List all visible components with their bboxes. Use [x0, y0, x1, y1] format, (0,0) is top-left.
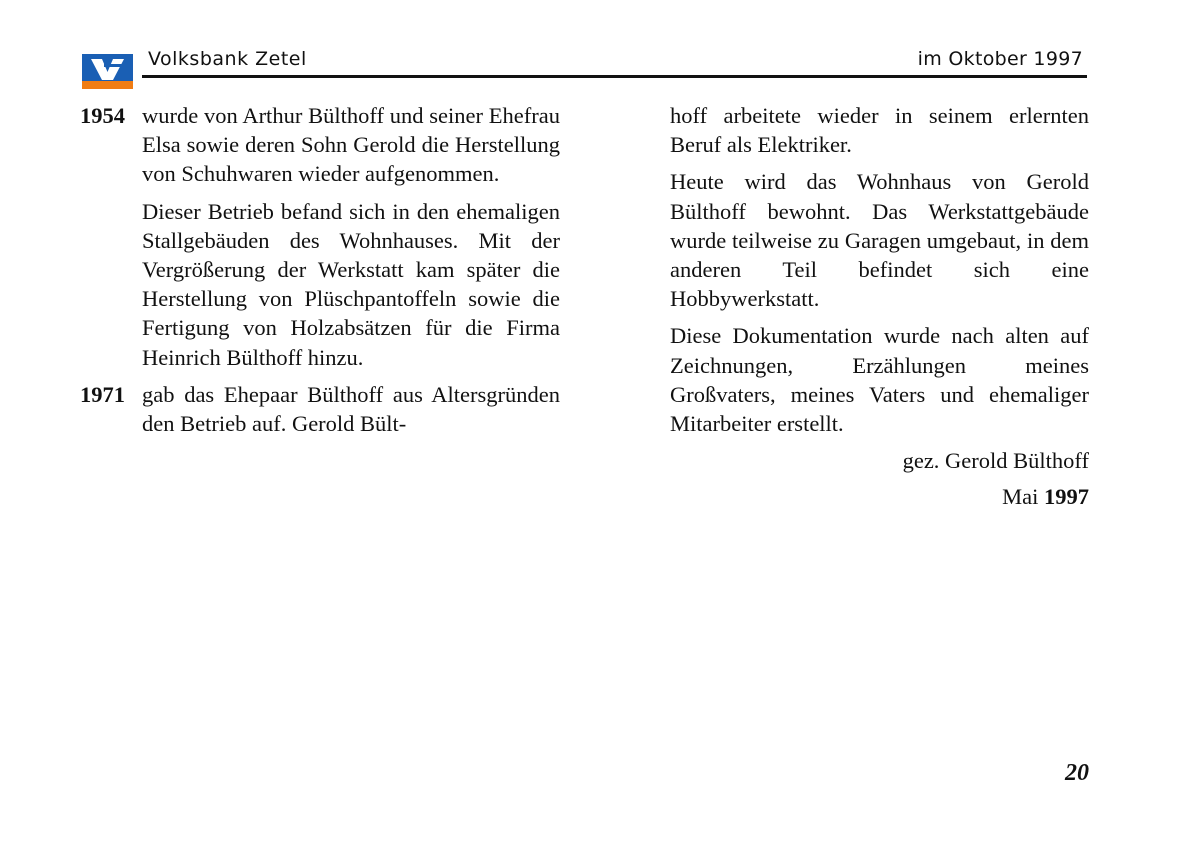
page-number: 20	[1065, 760, 1089, 786]
entry-body	[142, 101, 560, 380]
paragraph: hoff arbeitete wieder in seinem erlernten Beruf als Elektriker.	[670, 103, 1089, 158]
left-column	[80, 101, 560, 446]
paragraph: Heute wird das Wohnhaus von Gerold Bülthoff bewohnt. Das Werkstattgebäude wurde teilweise zu Garagen umgebaut, in dem anderen Teil befindet sich eine Hobbywerkstatt.	[670, 169, 1089, 312]
right-column	[670, 101, 1089, 519]
entry-year: 1954	[80, 103, 125, 128]
signature-year: 1997	[1044, 484, 1089, 510]
paragraph: Dieser Betrieb befand sich in den ehemaligen Stallgebäuden des Wohnhauses. Mit der Vergrößerung der Werkstatt kam später die Herstellung von Plüschpantoffeln sowie die Fertigung von Holzabsätzen für die Firma Heinrich Bülthoff hinzu.	[142, 198, 560, 370]
entry-1971	[80, 380, 560, 446]
entry-body	[142, 380, 560, 446]
paragraph: Diese Dokumentation wurde nach alten auf Zeichnungen, Erzählungen meines Großvaters, meines Vaters und ehemaliger Mitarbeiter erstellt.	[670, 323, 1089, 437]
entry-year: 1971	[80, 381, 125, 407]
paragraph: gab das Ehepaar Bülthoff aus Altersgründen den Betrieb auf. Gerold Bült-	[142, 381, 560, 437]
signature-date	[670, 482, 1089, 511]
volksbank-v-logo-icon	[82, 54, 133, 89]
paragraph: wurde von Arthur Bülthoff und seiner Ehefrau Elsa sowie deren Sohn Gerold die Herstellung von Schuhwaren wieder aufgenommen.	[142, 103, 560, 187]
signature: gez. Gerold Bülthoff	[902, 448, 1089, 474]
signature-month: Mai	[1002, 484, 1039, 510]
header-bank-name: Volksbank Zetel	[148, 48, 307, 70]
header-date: im Oktober 1997	[917, 48, 1083, 70]
header-divider	[142, 75, 1087, 78]
entry-1954	[80, 101, 560, 380]
